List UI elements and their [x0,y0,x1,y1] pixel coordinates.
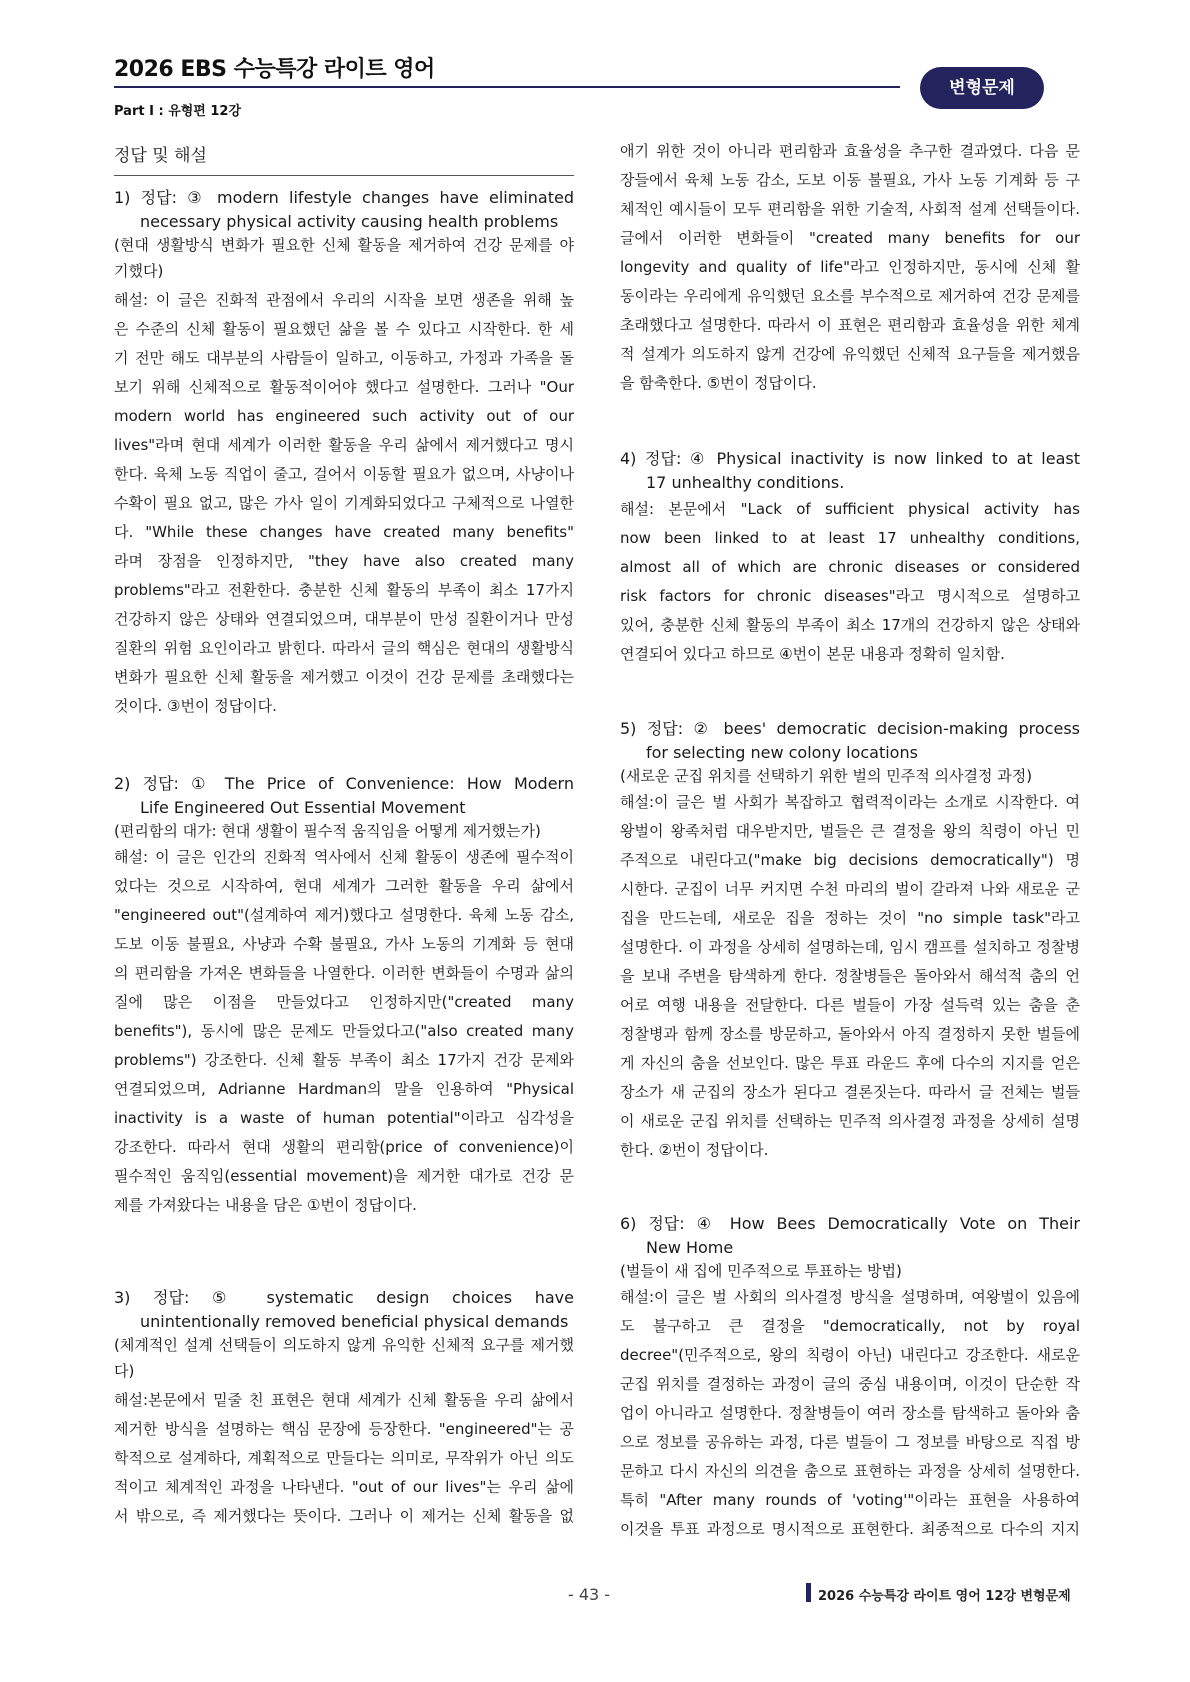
explanation-line: 질환의 위험 요인이라고 밝힌다. 따라서 글의 핵심은 현대의 생활방식 [114,639,574,657]
explanation-line: 제를 가져왔다는 내용을 담은 ①번이 정답이다. [114,1196,417,1214]
answer-line: Life Engineered Out Essential Movement [140,798,466,817]
explanation-line: 의 편리함을 가져온 변화들을 나열한다. 이러한 변화들이 수명과 삶의 [114,964,574,982]
variant-badge: 변형문제 [920,67,1044,109]
explanation-line: 글에서 이러한 변화들이 "created many benefits for our [620,229,1080,247]
explanation-line: 연결되었으며, Adrianne Hardman의 말을 인용하여 "Physical [114,1080,574,1098]
explanation-line: longevity and quality of life"라고 인정하지만, 동시에 신체 활 [620,258,1080,276]
answer-line: necessary physical activity causing health problems [140,212,559,231]
explanation-line: 보기 위해 신체적으로 활동적이어야 했다고 설명한다. 그러나 "Our [114,378,574,396]
answer-line: 17 unhealthy conditions. [646,473,845,492]
page-number: - 43 - [568,1585,611,1604]
answer-line: 5) 정답: ② bees' democratic decision-making process [620,719,1080,738]
answer-block-3-continued [620,137,1080,398]
explanation-line: 업이 아니라고 설명한다. 정찰병들이 여러 장소를 탐색하고 돌아와 춤 [620,1404,1080,1422]
explanation-line: 적이고 체계적인 과정을 나타낸다. "out of our lives"는 우리 삶에 [114,1478,574,1496]
translation-line: (새로운 군집 위치를 선택하기 위한 벌의 민주적 의사결정 과정) [620,767,1033,785]
explanation-line: 은 수준의 신체 활동이 필요했던 삶을 볼 수 있다고 시작한다. 한 세 [114,320,574,338]
answer-line: 3) 정답: ⑤ systematic design choices have [114,1288,574,1307]
explanation-line: modern world has engineered such activity out of our [114,407,574,425]
explanation-line: 정찰병과 함께 장소를 방문하고, 돌아와서 아직 결정하지 못한 벌들에 [620,1025,1080,1043]
explanation-line: problems") 강조한다. 신체 활동 부족이 최소 17가지 건강 문제와 [114,1051,574,1069]
explanation-line: risk factors for chronic diseases"라고 명시적으로 설명하고 [620,587,1080,605]
explanation-line: 을 함축한다. ⑤번이 정답이다. [620,374,817,392]
explanation-line: 었다는 것으로 시작하여, 현대 세계가 그러한 활동을 우리 삶에서 [114,877,574,895]
explanation-line: 한다. 육체 노동 직업이 줄고, 걸어서 이동할 필요가 없으며, 사냥이나 [114,465,574,483]
explanation-line: 해설: 이 글은 진화적 관점에서 우리의 시작을 보면 생존을 위해 높 [114,291,574,309]
answer-line: 1) 정답: ③ modern lifestyle changes have eliminated [114,188,574,207]
section-heading: 정답 및 해설 [114,146,207,166]
explanation-line: 해설:이 글은 벌 사회의 의사결정 방식을 설명하며, 여왕벌이 있음에 [620,1288,1080,1306]
explanation-line: 체적인 예시들이 모두 편리함을 위한 기술적, 사회적 설계 선택들이다. [620,200,1080,218]
explanation-line: 군집 위치를 결정하는 과정이 글의 중심 내용이며, 이것이 단순한 작 [620,1375,1080,1393]
explanation-line: 적 설계가 의도하지 않게 건강에 유익했던 신체적 요구들을 제거했음 [620,345,1080,363]
explanation-line: 기 전만 해도 대부분의 사람들이 일하고, 이동하고, 가정과 가족을 돌 [114,349,574,367]
explanation-line: 이것을 투표 과정으로 명시적으로 표현한다. 최종적으로 다수의 지지 [620,1520,1080,1538]
explanation-line: 설명한다. 이 과정을 상세히 설명하는데, 임시 캠프를 설치하고 정찰병 [620,938,1080,956]
footer-label: 2026 수능특강 라이트 영어 12강 변형문제 [818,1589,1071,1604]
translation-line: (체계적인 설계 선택들이 의도하지 않게 유익한 신체적 요구를 제거했 [114,1336,574,1354]
explanation-line: 해설:본문에서 밑줄 친 표현은 현대 세계가 신체 활동을 우리 삶에서 [114,1391,574,1409]
explanation-line: 건강하지 않은 상태와 연결되었으며, 대부분이 만성 질환이거나 만성 [114,610,574,628]
explanation-line: 서 밖으로, 즉 제거했다는 뜻이다. 그러나 이 제거는 신체 활동을 없 [114,1507,574,1525]
explanation-line: 변화가 필요한 신체 활동을 제거했고 이것이 건강 문제를 초래했다는 [114,668,574,686]
translation-line: (현대 생활방식 변화가 필요한 신체 활동을 제거하여 건강 문제를 야 [114,236,574,254]
explanation-line: 특히 "After many rounds of 'voting'"이라는 표현을 사용하여 [620,1491,1080,1509]
explanation-line: 장소가 새 군집의 장소가 된다고 결론짓는다. 따라서 글 전체는 벌들 [620,1083,1080,1101]
translation-line: 기했다) [114,262,164,280]
explanation-line: 집을 만드는데, 새로운 집을 정하는 것이 "no simple task"라고 [620,909,1080,927]
section-divider [114,175,574,176]
explanation-line: benefits"), 동시에 많은 문제도 만들었다고("also created many [114,1022,574,1040]
explanation-line: 을 보내 주변을 탐색하게 한다. 정찰병들은 돌아와서 해석적 춤의 언 [620,967,1080,985]
explanation-line: 연결되어 있다고 하므로 ④번이 본문 내용과 정확히 일치함. [620,645,1005,663]
explanation-line: 제거한 방식을 설명하는 핵심 문장에 등장한다. "engineered"는 공 [114,1420,574,1438]
answer-line: New Home [646,1238,734,1257]
explanation-line: 해설: 본문에서 "Lack of sufficient physical activity has [620,500,1080,518]
explanation-line: 초래했다고 설명한다. 따라서 이 표현은 편리함과 효율성을 위한 체계 [620,316,1080,334]
document-subtitle: Part Ⅰ : 유형편 12강 [114,104,242,119]
explanation-line: "engineered out"(설계하여 제거)했다고 설명한다. 육체 노동 감소, [114,906,574,924]
explanation-line: problems"라고 전환한다. 충분한 신체 활동의 부족이 최소 17가지 [114,581,574,599]
explanation-line: 학적으로 설계하다, 계획적으로 만들다는 의미로, 무작위가 아닌 의도 [114,1449,574,1467]
explanation-line: 도 불구하고 큰 결정을 "democratically, not by royal [620,1317,1080,1335]
explanation-line: 시한다. 군집이 너무 커지면 수천 마리의 벌이 갈라져 나와 새로운 군 [620,880,1080,898]
explanation-line: 해설:이 글은 벌 사회가 복잡하고 협력적이라는 소개로 시작한다. 여 [620,793,1080,811]
explanation-line: 있어, 충분한 신체 활동의 부족이 최소 17개의 건강하지 않은 상태와 [620,616,1080,634]
explanation-line: 애기 위한 것이 아니라 편리함과 효율성을 추구한 결과였다. 다음 문 [620,142,1080,160]
answer-line: 4) 정답: ④ Physical inactivity is now linked to at least [620,449,1080,468]
answer-block-3 [114,1286,574,1531]
explanation-line: 수확이 필요 없고, 많은 가사 일이 기계화되었다고 구체적으로 나열한 [114,494,574,512]
translation-line: (편리함의 대가: 현대 생활이 필수적 움직임을 어떻게 제거했는가) [114,822,541,840]
explanation-line: 다. "While these changes have created many benefits" [114,523,574,541]
explanation-line: 질에 많은 이점을 만들었다고 인정하지만("created many [114,993,574,1011]
answer-line: 2) 정답: ① The Price of Convenience: How Modern [114,774,574,793]
answer-line: unintentionally removed beneficial physical demands [140,1312,569,1331]
answer-block-2 [114,772,574,1220]
explanation-line: inactivity is a waste of human potential"이라고 심각성을 [114,1109,574,1127]
explanation-line: 동이라는 우리에게 유익했던 요소를 부수적으로 제거하여 건강 문제를 [620,287,1080,305]
answer-line: 6) 정답: ④ How Bees Democratically Vote on Their [620,1214,1080,1233]
translation-line: 다) [114,1362,135,1380]
answer-line: for selecting new colony locations [646,743,918,762]
document-title: 2026 EBS 수능특강 라이트 영어 [114,57,435,82]
explanation-line: 라며 장점을 인정하지만, "they have also created many [114,552,574,570]
explanation-line: almost all of which are chronic diseases or considered [620,558,1080,576]
explanation-line: 문하고 다시 자신의 의견을 춤으로 표현하는 과정을 상세히 설명한다. [620,1462,1080,1480]
explanation-line: 장들에서 육체 노동 감소, 도보 이동 불필요, 가사 노동 기계화 등 구 [620,171,1080,189]
explanation-line: 해설: 이 글은 인간의 진화적 역사에서 신체 활동이 생존에 필수적이 [114,848,574,866]
explanation-line: decree"(민주적으로, 왕의 칙령이 아닌) 내린다고 강조한다. 새로운 [620,1346,1080,1364]
explanation-line: 강조한다. 따라서 현대 생활의 편리함(price of convenience)이 [114,1138,574,1156]
explanation-line: lives"라며 현대 세계가 이러한 활동을 우리 삶에서 제거했다고 명시 [114,436,574,454]
explanation-line: 것이다. ③번이 정답이다. [114,697,277,715]
explanation-line: 필수적인 움직임(essential movement)을 제거한 대가로 건강 문 [114,1167,574,1185]
footer-accent-bar [806,1583,811,1602]
answer-block-5 [620,717,1080,1165]
explanation-line: 으로 정보를 공유하는 과정, 다른 벌들이 그 정보를 바탕으로 직접 방 [620,1433,1080,1451]
explanation-line: 게 자신의 춤을 선보인다. 많은 투표 라운드 후에 다수의 지지를 얻은 [620,1054,1080,1072]
explanation-line: 도보 이동 불필요, 사냥과 수확 불필요, 가사 노동의 기계화 등 현대 [114,935,574,953]
answer-block-6 [620,1212,1080,1544]
translation-line: (벌들이 새 집에 민주적으로 투표하는 방법) [620,1262,902,1280]
answer-block-4 [620,447,1080,669]
explanation-line: now been linked to at least 17 unhealthy conditions, [620,529,1080,547]
explanation-line: 어로 여행 내용을 전달한다. 다른 벌들이 가장 설득력 있는 춤을 춘 [620,996,1080,1014]
explanation-line: 주적으로 내린다고("make big decisions democratically") 명 [620,851,1080,869]
explanation-line: 왕벌이 왕족처럼 대우받지만, 벌들은 큰 결정을 왕의 칙령이 아닌 민 [620,822,1080,840]
title-divider [114,86,900,88]
answer-block-1 [114,186,574,721]
explanation-line: 한다. ②번이 정답이다. [620,1141,769,1159]
explanation-line: 이 새로운 군집 위치를 선택하는 민주적 의사결정 과정을 상세히 설명 [620,1112,1080,1130]
